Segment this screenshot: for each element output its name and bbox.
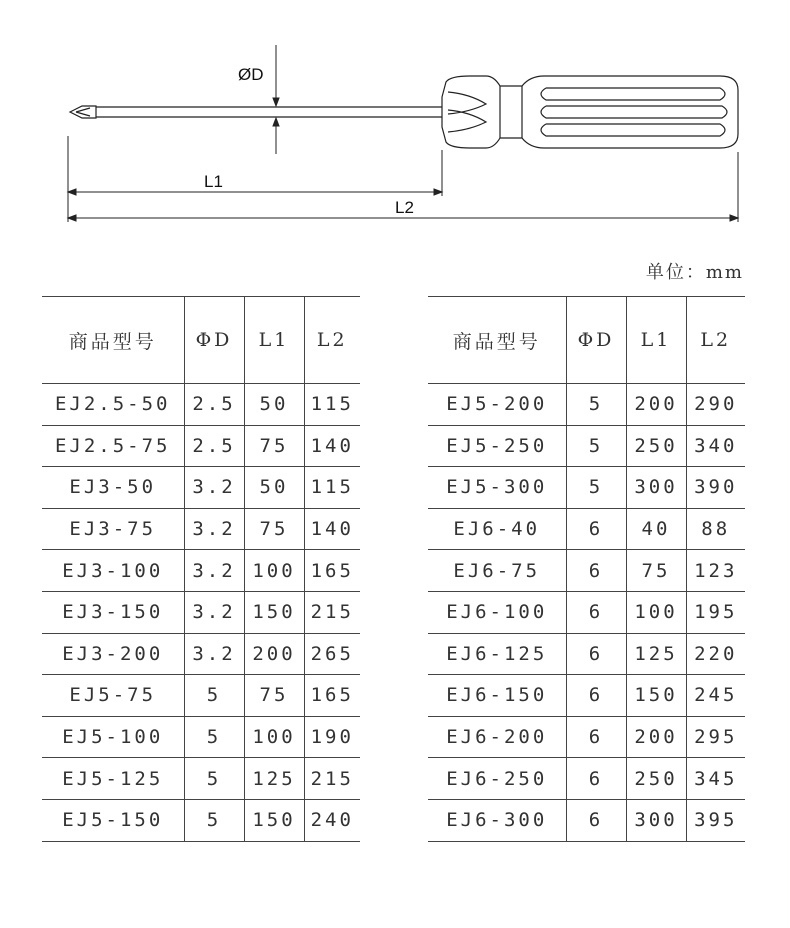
table-row	[42, 633, 360, 675]
cell-l2: 295	[686, 716, 745, 758]
cell-l2: 195	[686, 591, 745, 633]
cell-diameter: 6	[566, 550, 626, 592]
cell-l2: 115	[304, 384, 360, 426]
table-row	[428, 384, 745, 426]
table-row	[428, 425, 745, 467]
cell-model: EJ2.5-75	[42, 425, 184, 467]
cell-model: EJ3-50	[42, 467, 184, 509]
cell-l2: 88	[686, 508, 745, 550]
cell-l2: 165	[304, 675, 360, 717]
unit-label: 单位：mm	[645, 262, 744, 283]
cell-model: EJ6-150	[428, 675, 566, 717]
table-row	[428, 467, 745, 509]
cell-l2: 190	[304, 716, 360, 758]
table-row	[42, 508, 360, 550]
cell-diameter: 5	[566, 425, 626, 467]
cell-diameter: 6	[566, 591, 626, 633]
cell-model: EJ6-40	[428, 508, 566, 550]
cell-model: EJ6-100	[428, 591, 566, 633]
cell-diameter: 3.2	[184, 591, 244, 633]
l1-label: L1	[204, 172, 223, 191]
cell-l1: 200	[626, 384, 686, 426]
cell-diameter: 5	[184, 758, 244, 800]
header-l2: L2	[686, 297, 745, 384]
cell-diameter: 5	[184, 675, 244, 717]
cell-model: EJ6-75	[428, 550, 566, 592]
cell-diameter: 5	[184, 716, 244, 758]
cell-l2: 245	[686, 675, 745, 717]
cell-model: EJ5-200	[428, 384, 566, 426]
cell-diameter: 5	[566, 467, 626, 509]
cell-model: EJ5-300	[428, 467, 566, 509]
cell-l2: 395	[686, 799, 745, 841]
spec-table-right	[428, 296, 745, 842]
table-row	[42, 467, 360, 509]
cell-l1: 75	[244, 675, 304, 717]
dimension-lines	[68, 45, 738, 222]
cell-model: EJ5-125	[42, 758, 184, 800]
header-model: 商品型号	[42, 297, 184, 384]
cell-diameter: 6	[566, 716, 626, 758]
cell-l1: 100	[626, 591, 686, 633]
table-row	[42, 799, 360, 841]
cell-diameter: 3.2	[184, 633, 244, 675]
screwdriver-drawing	[70, 76, 738, 148]
cell-l2: 140	[304, 508, 360, 550]
l2-label: L2	[395, 198, 414, 217]
header-l2: L2	[304, 297, 360, 384]
spec-table-left	[42, 296, 360, 842]
cell-l1: 250	[626, 425, 686, 467]
cell-model: EJ3-75	[42, 508, 184, 550]
table-row	[42, 384, 360, 426]
cell-l1: 40	[626, 508, 686, 550]
cell-diameter: 6	[566, 633, 626, 675]
cell-l2: 123	[686, 550, 745, 592]
cell-l2: 115	[304, 467, 360, 509]
cell-model: EJ6-200	[428, 716, 566, 758]
cell-model: EJ3-100	[42, 550, 184, 592]
cell-l1: 150	[626, 675, 686, 717]
cell-l2: 265	[304, 633, 360, 675]
cell-l1: 250	[626, 758, 686, 800]
header-l1: L1	[244, 297, 304, 384]
cell-model: EJ6-250	[428, 758, 566, 800]
cell-l1: 150	[244, 591, 304, 633]
table-row	[42, 550, 360, 592]
screwdriver-dimension-diagram	[0, 0, 790, 240]
table-header-row	[42, 297, 360, 384]
cell-l2: 220	[686, 633, 745, 675]
cell-l1: 300	[626, 799, 686, 841]
cell-l2: 290	[686, 384, 745, 426]
cell-l1: 125	[626, 633, 686, 675]
cell-model: EJ3-150	[42, 591, 184, 633]
diameter-label: ØD	[238, 65, 264, 84]
cell-l1: 100	[244, 550, 304, 592]
table-row	[42, 425, 360, 467]
table-row	[428, 758, 745, 800]
table-row	[428, 716, 745, 758]
cell-model: EJ5-100	[42, 716, 184, 758]
cell-l1: 300	[626, 467, 686, 509]
table-row	[42, 758, 360, 800]
cell-model: EJ6-300	[428, 799, 566, 841]
table-row	[42, 675, 360, 717]
cell-diameter: 3.2	[184, 550, 244, 592]
cell-diameter: 3.2	[184, 508, 244, 550]
cell-l2: 345	[686, 758, 745, 800]
cell-l1: 50	[244, 384, 304, 426]
table-row	[42, 716, 360, 758]
header-l1: L1	[626, 297, 686, 384]
cell-l2: 340	[686, 425, 745, 467]
cell-l1: 75	[244, 425, 304, 467]
cell-diameter: 6	[566, 675, 626, 717]
cell-l2: 215	[304, 758, 360, 800]
table-row	[428, 675, 745, 717]
table-row	[428, 799, 745, 841]
cell-diameter: 5	[184, 799, 244, 841]
table-row	[428, 508, 745, 550]
cell-diameter: 3.2	[184, 467, 244, 509]
cell-l1: 75	[244, 508, 304, 550]
cell-l1: 100	[244, 716, 304, 758]
cell-model: EJ6-125	[428, 633, 566, 675]
cell-model: EJ5-75	[42, 675, 184, 717]
header-model: 商品型号	[428, 297, 566, 384]
cell-model: EJ5-250	[428, 425, 566, 467]
table-header-row	[428, 297, 745, 384]
table-row	[428, 633, 745, 675]
cell-diameter: 6	[566, 799, 626, 841]
cell-l1: 125	[244, 758, 304, 800]
cell-model: EJ3-200	[42, 633, 184, 675]
cell-l2: 390	[686, 467, 745, 509]
cell-l1: 75	[626, 550, 686, 592]
cell-diameter: 2.5	[184, 425, 244, 467]
cell-l2: 140	[304, 425, 360, 467]
cell-l2: 165	[304, 550, 360, 592]
cell-l1: 200	[626, 716, 686, 758]
cell-l1: 200	[244, 633, 304, 675]
table-row	[42, 591, 360, 633]
table-row	[428, 550, 745, 592]
cell-diameter: 6	[566, 508, 626, 550]
table-row	[428, 591, 745, 633]
cell-l1: 50	[244, 467, 304, 509]
header-diameter: ΦD	[184, 297, 244, 384]
cell-diameter: 6	[566, 758, 626, 800]
cell-diameter: 5	[566, 384, 626, 426]
header-diameter: ΦD	[566, 297, 626, 384]
cell-diameter: 2.5	[184, 384, 244, 426]
cell-l2: 215	[304, 591, 360, 633]
cell-l2: 240	[304, 799, 360, 841]
cell-model: EJ5-150	[42, 799, 184, 841]
cell-model: EJ2.5-50	[42, 384, 184, 426]
cell-l1: 150	[244, 799, 304, 841]
